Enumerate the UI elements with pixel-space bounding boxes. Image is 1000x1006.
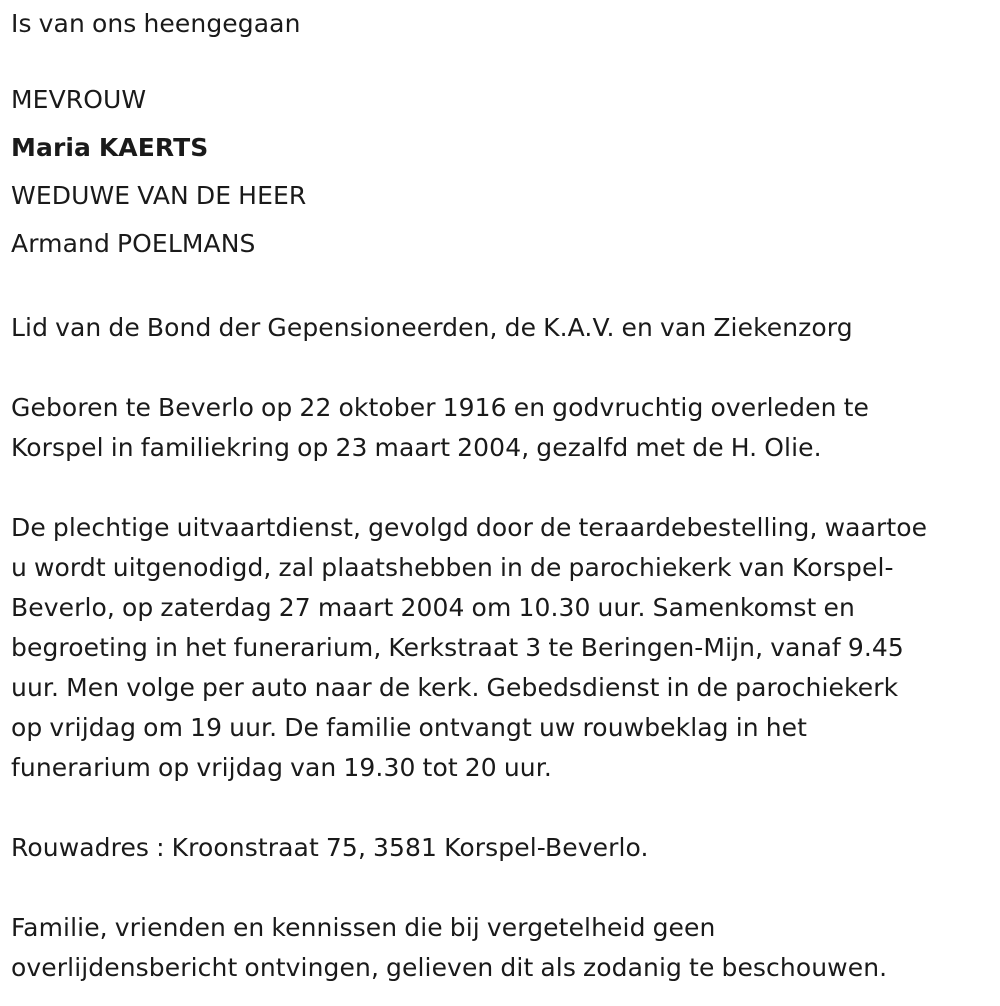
paragraph-line: op vrijdag om 19 uur. De familie ontvangt uw rouwbeklag in het <box>11 713 808 742</box>
widow-of-label: WEDUWE VAN DE HEER <box>11 181 307 210</box>
spacer <box>11 348 991 388</box>
address-text: Rouwadres : Kroonstraat 75, 3581 Korspel-Beverlo. <box>11 833 649 862</box>
birth-death-paragraph <box>11 388 991 468</box>
closing-paragraph <box>11 908 991 988</box>
intro-text: Is van ons heengegaan <box>11 9 301 38</box>
death-notice <box>11 4 991 988</box>
spacer <box>11 468 991 508</box>
paragraph-line: u wordt uitgenodigd, zal plaatshebben in de parochiekerk van Korspel- <box>11 553 894 582</box>
paragraph-line: Beverlo, op zaterdag 27 maart 2004 om 10.30 uur. Samenkomst en <box>11 593 855 622</box>
paragraph-line: Geboren te Beverlo op 22 oktober 1916 en godvruchtig overleden te <box>11 393 869 422</box>
paragraph-line: funerarium op vrijdag van 19.30 tot 20 uur. <box>11 753 552 782</box>
paragraph-line: uur. Men volge per auto naar de kerk. Gebedsdienst in de parochiekerk <box>11 673 899 702</box>
funeral-paragraph <box>11 508 991 788</box>
paragraph-line: Korspel in familiekring op 23 maart 2004, gezalfd met de H. Olie. <box>11 433 822 462</box>
spacer <box>11 268 991 308</box>
spacer <box>11 868 991 908</box>
paragraph-line: Familie, vrienden en kennissen die bij vergetelheid geen <box>11 913 716 942</box>
spacer <box>11 44 991 76</box>
paragraph-line: De plechtige uitvaartdienst, gevolgd door de teraardebestelling, waartoe <box>11 513 928 542</box>
deceased-name: Maria KAERTS <box>11 133 209 162</box>
spacer <box>11 788 991 828</box>
spouse-name: Armand POELMANS <box>11 229 256 258</box>
paragraph-line: begroeting in het funerarium, Kerkstraat 3 te Beringen-Mijn, vanaf 9.45 <box>11 633 904 662</box>
title-text: MEVROUW <box>11 85 147 114</box>
membership-text: Lid van de Bond der Gepensioneerden, de K.A.V. en van Ziekenzorg <box>11 313 853 342</box>
paragraph-line: overlijdensbericht ontvingen, gelieven dit als zodanig te beschouwen. <box>11 953 888 982</box>
